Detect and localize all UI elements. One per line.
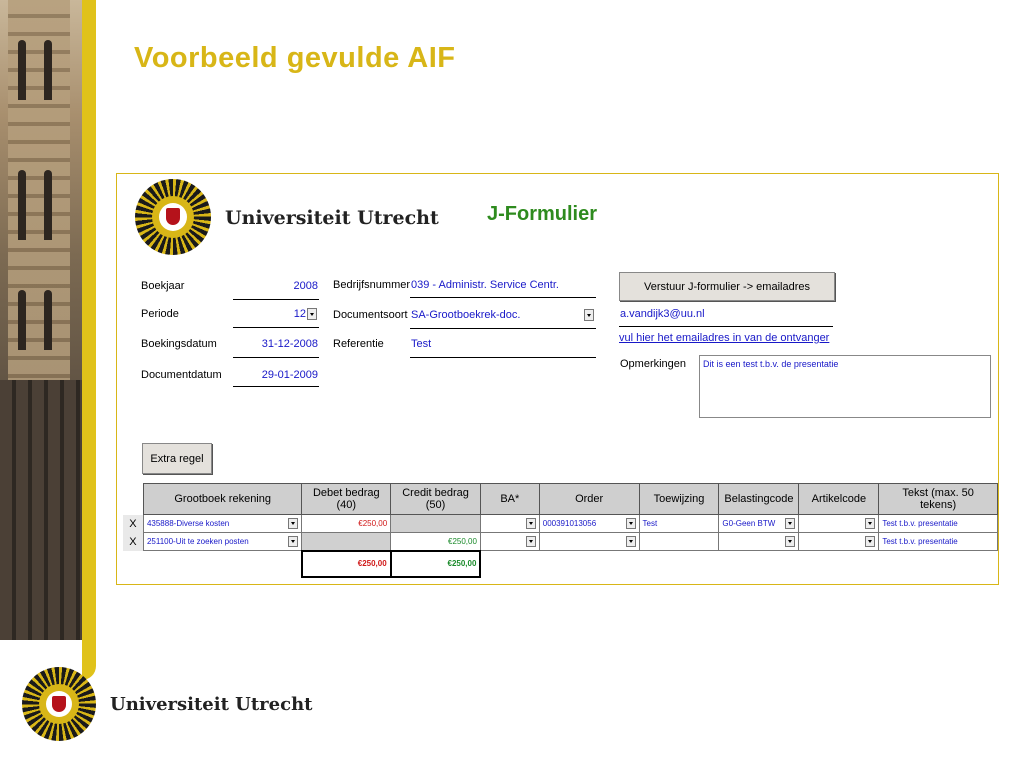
field-underline (410, 328, 596, 329)
tekst-cell[interactable]: Test t.b.v. presentatie (879, 533, 998, 551)
header-order: Order (539, 484, 639, 515)
order-select[interactable] (539, 515, 639, 533)
referentie-field[interactable]: Test (411, 338, 432, 350)
header-grootboek: Grootboek rekening (143, 484, 301, 515)
header-ba: BA* (480, 484, 539, 515)
remarks-label: Opmerkingen (620, 358, 687, 370)
header-tekst: Tekst (max. 50 tekens) (879, 484, 998, 515)
send-form-button[interactable]: Verstuur J-formulier -> emailadres (619, 272, 835, 301)
chevron-down-icon[interactable] (785, 518, 795, 529)
periode-field[interactable]: 12 (293, 308, 306, 320)
email-field[interactable]: a.vandijk3@uu.nl (620, 308, 705, 320)
header-debet: Debet bedrag (40) (302, 484, 391, 515)
header-credit: Credit bedrag (50) (391, 484, 481, 515)
documentdatum-label: Documentdatum (141, 369, 222, 381)
uu-sun-logo-icon (22, 667, 96, 741)
table-row (123, 533, 998, 551)
gold-curve-decoration (82, 0, 96, 680)
periode-chevron-down-icon[interactable] (307, 308, 317, 320)
ba-select[interactable] (480, 533, 539, 551)
grootboek-value: 251100-Uit te zoeken posten (146, 537, 249, 546)
artikelcode-select[interactable] (799, 515, 879, 533)
tower-window (18, 40, 26, 100)
chevron-down-icon[interactable] (288, 518, 298, 529)
tower-window (18, 290, 26, 350)
remarks-textarea[interactable]: Dit is een test t.b.v. de presentatie (699, 355, 991, 418)
field-underline (233, 299, 319, 300)
boekingsdatum-label: Boekingsdatum (141, 338, 217, 350)
boekingsdatum-field[interactable]: 31-12-2008 (261, 338, 318, 350)
logo-shield-icon (52, 696, 66, 712)
field-underline (410, 357, 596, 358)
referentie-label: Referentie (333, 338, 384, 350)
table-row (123, 515, 998, 533)
field-underline (233, 327, 319, 328)
totals-spacer (123, 551, 143, 577)
periode-label: Periode (141, 308, 179, 320)
chevron-down-icon[interactable] (626, 536, 636, 547)
belastingcode-value: G0-Geen BTW (722, 519, 776, 528)
order-select[interactable] (539, 533, 639, 551)
chevron-down-icon[interactable] (288, 536, 298, 547)
grootboek-value: 435888-Diverse kosten (146, 519, 230, 528)
belastingcode-select[interactable] (719, 515, 799, 533)
chevron-down-icon[interactable] (785, 536, 795, 547)
credit-cell (391, 515, 481, 533)
chevron-down-icon[interactable] (865, 536, 875, 547)
documentdatum-field[interactable]: 29-01-2009 (261, 369, 318, 381)
debet-total: €250,00 (302, 551, 391, 577)
extra-row-button[interactable]: Extra regel (142, 443, 212, 474)
artikelcode-select[interactable] (799, 533, 879, 551)
logo-shield-icon (166, 208, 180, 225)
delete-row-button[interactable]: X (123, 515, 143, 533)
grootboek-select[interactable] (143, 515, 301, 533)
email-hint-link[interactable]: vul hier het emailadres in van de ontvanger (619, 332, 830, 344)
form-screenshot (116, 173, 999, 585)
totals-spacer (143, 551, 301, 577)
header-artikelcode: Artikelcode (799, 484, 879, 515)
header-toewijzing: Toewijzing (639, 484, 719, 515)
belastingcode-select[interactable] (719, 533, 799, 551)
delete-row-button[interactable]: X (123, 533, 143, 551)
documentsoort-chevron-down-icon[interactable] (584, 309, 594, 321)
chevron-down-icon[interactable] (526, 536, 536, 547)
table-header-row (123, 484, 998, 515)
credit-total: €250,00 (391, 551, 481, 577)
boekjaar-field[interactable]: 2008 (293, 280, 318, 292)
chevron-down-icon[interactable] (526, 518, 536, 529)
tower-window (44, 170, 52, 240)
footer-org-name: Universiteit Utrecht (110, 694, 313, 715)
order-value: 000391013056 (542, 519, 597, 528)
buildings-shape (0, 380, 90, 640)
chevron-down-icon[interactable] (626, 518, 636, 529)
field-underline (410, 297, 596, 298)
documentsoort-label: Documentsoort (333, 309, 408, 321)
org-name: Universiteit Utrecht (225, 207, 439, 229)
totals-row (123, 551, 998, 577)
toewijzing-cell[interactable] (639, 533, 719, 551)
uu-sun-logo-icon (135, 179, 211, 255)
debet-cell (302, 533, 391, 551)
header-belastingcode: Belastingcode (719, 484, 799, 515)
credit-cell[interactable]: €250,00 (391, 533, 481, 551)
field-underline (233, 386, 319, 387)
chevron-down-icon[interactable] (865, 518, 875, 529)
bedrijfsnummer-label: Bedrijfsnummer (333, 279, 411, 291)
table-header-spacer (123, 484, 143, 515)
debet-cell[interactable]: €250,00 (302, 515, 391, 533)
documentsoort-field[interactable]: SA-Grootboekrek-doc. (411, 309, 521, 321)
toewijzing-cell[interactable]: Test (639, 515, 719, 533)
tower-window (44, 290, 52, 350)
tekst-cell[interactable]: Test t.b.v. presentatie (879, 515, 998, 533)
bedrijfsnummer-field[interactable]: 039 - Administr. Service Centr. (411, 279, 559, 291)
tower-window (18, 170, 26, 240)
tower-window (44, 40, 52, 100)
ba-select[interactable] (480, 515, 539, 533)
field-underline (233, 357, 319, 358)
form-title: J-Formulier (487, 203, 598, 225)
totals-spacer (480, 551, 997, 577)
slide-title: Voorbeeld gevulde AIF (134, 42, 456, 74)
field-underline (619, 326, 833, 327)
journal-entry-table (123, 483, 998, 578)
side-photo-dom-tower (0, 0, 90, 640)
boekjaar-label: Boekjaar (141, 280, 185, 292)
grootboek-select[interactable] (143, 533, 301, 551)
